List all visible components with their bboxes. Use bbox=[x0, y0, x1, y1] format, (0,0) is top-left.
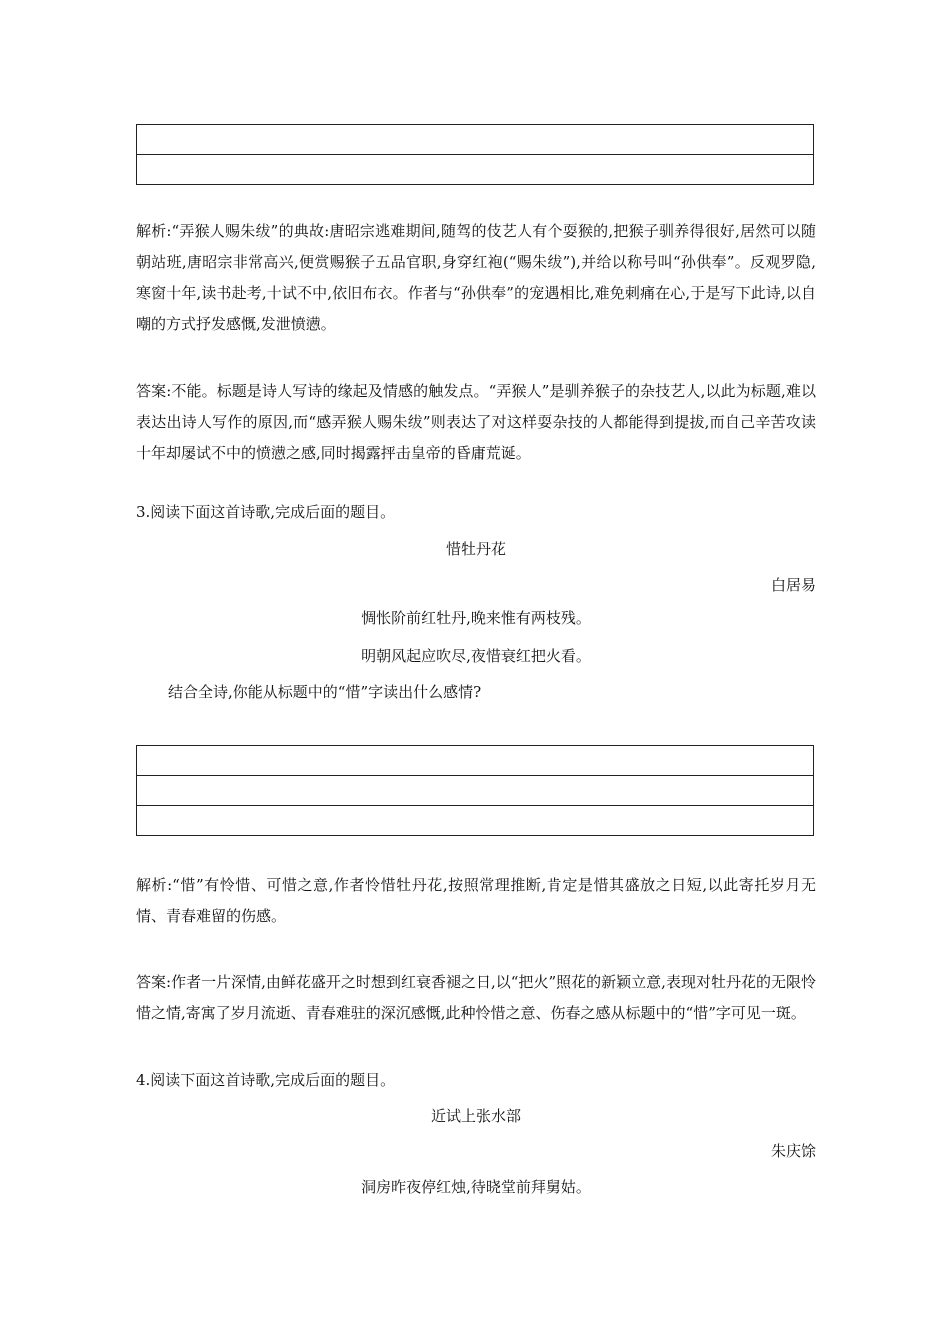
answer-line bbox=[137, 746, 813, 776]
q3-answer: 答案:作者一片深情,由鲜花盛开之时想到红衰香褪之日,以“把火”照花的新颖立意,表现对牡丹花的无限怜惜之情,寄寓了岁月流逝、青春难驻的深沉感慨,此种怜惜之意、伤春之感从标题中的“惜”字可见一斑。 bbox=[136, 973, 816, 1022]
q4-poem-author: 朱庆馀 bbox=[770, 1142, 816, 1160]
answer-line bbox=[137, 125, 813, 155]
answer-line bbox=[137, 776, 813, 806]
q2-analysis: 解析:“弄猴人赐朱绂”的典故:唐昭宗逃难期间,随驾的伎艺人有个耍猴的,把猴子驯养得很好,居然可以随朝站班,唐昭宗非常高兴,便赏赐猴子五品官职,身穿红袍(“赐朱绂”),并给以称号叫“孙供奉”。反观罗隐,寒窗十年,读书赴考,十试不中,依旧布衣。作者与“孙供奉”的宠遇相比,难免刺痛在心,于是写下此诗,以自嘲的方式抒发感慨,发泄愤懑。 bbox=[136, 222, 816, 333]
answer-line bbox=[137, 806, 813, 836]
q4-poem-title: 近试上张水部 bbox=[430, 1107, 521, 1125]
answer-lines-q3 bbox=[136, 745, 814, 836]
q3-analysis: 解析:“惜”有怜惜、可惜之意,作者怜惜牡丹花,按照常理推断,肯定是惜其盛放之日短,以此寄托岁月无情、青春难留的伤感。 bbox=[136, 876, 816, 925]
q3-poem-line-2: 明朝风起应吹尽,夜惜衰红把火看。 bbox=[361, 647, 591, 665]
q2-answer: 答案:不能。标题是诗人写诗的缘起及情感的触发点。“弄猴人”是驯养猴子的杂技艺人,以此为标题,难以表达出诗人写作的原因,而“感弄猴人赐朱绂”则表达了对这样耍杂技的人都能得到提拔,而自己辛苦攻读十年却屡试不中的愤懑之感,同时揭露抨击皇帝的昏庸荒诞。 bbox=[136, 382, 816, 462]
q3-poem-title: 惜牡丹花 bbox=[445, 540, 506, 558]
answer-line bbox=[137, 155, 813, 185]
q4-stem: 4.阅读下面这首诗歌,完成后面的题目。 bbox=[136, 1071, 396, 1089]
answer-lines-q2 bbox=[136, 124, 814, 185]
q3-poem-line-1: 惆怅阶前红牡丹,晚来惟有两枝残。 bbox=[361, 609, 591, 627]
q3-question: 结合全诗,你能从标题中的“惜”字读出什么感情? bbox=[168, 683, 482, 701]
q3-stem: 3.阅读下面这首诗歌,完成后面的题目。 bbox=[136, 503, 396, 521]
q3-poem-author: 白居易 bbox=[770, 576, 816, 594]
q4-poem-line-1: 洞房昨夜停红烛,待晓堂前拜舅姑。 bbox=[361, 1178, 591, 1196]
